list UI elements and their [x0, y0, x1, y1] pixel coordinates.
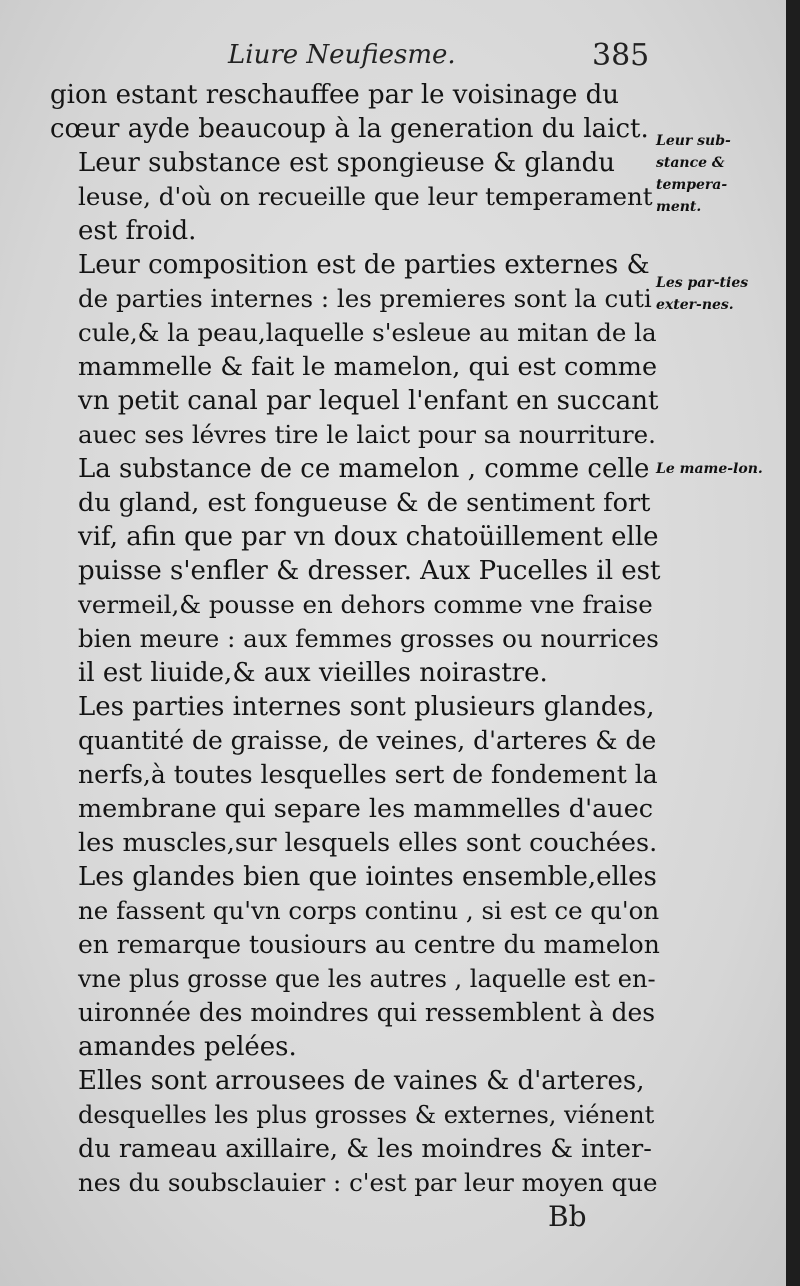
- text-line: Les parties internes sont plusieurs glandes,: [78, 692, 655, 722]
- text-line: Leur composition est de parties externes &: [78, 250, 650, 280]
- body-text: [50, 78, 660, 1200]
- text-line: Elles sont arrousees de vaines & d'arteres,: [78, 1066, 645, 1096]
- text-line: amandes pelées.: [78, 1032, 297, 1062]
- text-line: cœur ayde beaucoup à la generation du laict.: [50, 114, 649, 144]
- signature-mark: Bb: [548, 1200, 587, 1233]
- text-line: gion estant reschauffee par le voisinage du: [50, 80, 620, 110]
- margin-note-external-parts: Les par-ties exter-nes.: [656, 275, 749, 313]
- text-line: La substance de ce mamelon , comme celle: [78, 454, 650, 484]
- text-line: uironnée des moindres qui ressemblent à des: [78, 998, 656, 1027]
- text-line: de parties internes : les premieres sont la cuti: [78, 284, 652, 313]
- page-edge-shadow: [786, 0, 800, 1286]
- text-line: nes du soubsclauier : c'est par leur moyen que: [78, 1168, 658, 1197]
- text-line: vne plus grosse que les autres , laquelle est en-: [78, 965, 656, 993]
- paragraph-substance: [50, 146, 660, 248]
- text-line: Leur substance est spongieuse & glandu: [78, 148, 615, 178]
- paragraph-vessels: [50, 1064, 660, 1200]
- text-line: les muscles,sur lesquels elles sont couchées.: [78, 828, 658, 858]
- margin-note-substance: Leur sub-stance & tempera-ment.: [656, 133, 731, 215]
- text-line: cule,& la peau,laquelle s'esleue au mitan de la: [78, 318, 657, 347]
- text-line: il est liuide,& aux vieilles noirastre.: [78, 658, 548, 688]
- paragraph-composition: [50, 248, 660, 452]
- text-line: vn petit canal par lequel l'enfant en succant: [78, 386, 659, 416]
- text-line: vif, afin que par vn doux chatoüillement elle: [78, 522, 659, 552]
- text-line: quantité de graisse, de veines, d'arteres & de: [78, 726, 657, 755]
- text-line: desquelles les plus grosses & externes, viénent: [78, 1101, 655, 1129]
- text-line: membrane qui separe les mammelles d'auec: [78, 794, 654, 824]
- text-line: vermeil,& pousse en dehors comme vne fraise: [78, 590, 653, 619]
- text-line: leuse, d'où on recueille que leur temperament: [78, 182, 653, 211]
- paragraph-internal-parts: [50, 690, 660, 860]
- paragraph-mamelon: [50, 452, 660, 690]
- text-line: est froid.: [78, 216, 197, 246]
- page-number: 385: [592, 38, 650, 73]
- text-line: ne fassent qu'vn corps continu , si est ce qu'on: [78, 896, 660, 925]
- paragraph-glands: [50, 860, 660, 1064]
- text-line: bien meure : aux femmes grosses ou nourrices: [78, 624, 659, 653]
- margin-note-mamelon: Le mame-lon.: [656, 461, 763, 477]
- text-line: puisse s'enfler & dresser. Aux Pucelles il est: [78, 556, 661, 586]
- text-line: Les glandes bien que iointes ensemble,elles: [78, 862, 657, 892]
- paragraph-continuation: [50, 78, 660, 146]
- text-line: du gland, est fongueuse & de sentiment fort: [78, 488, 651, 518]
- text-line: en remarque tousiours au centre du mamelon: [78, 930, 660, 959]
- text-line: du rameau axillaire, & les moindres & inter-: [78, 1134, 652, 1164]
- text-line: auec ses lévres tire le laict pour sa nourriture.: [78, 420, 656, 449]
- running-title: Liure Neufiesme.: [228, 40, 456, 70]
- text-line: mammelle & fait le mamelon, qui est comme: [78, 352, 658, 382]
- text-line: nerfs,à toutes lesquelles sert de fondement la: [78, 760, 658, 789]
